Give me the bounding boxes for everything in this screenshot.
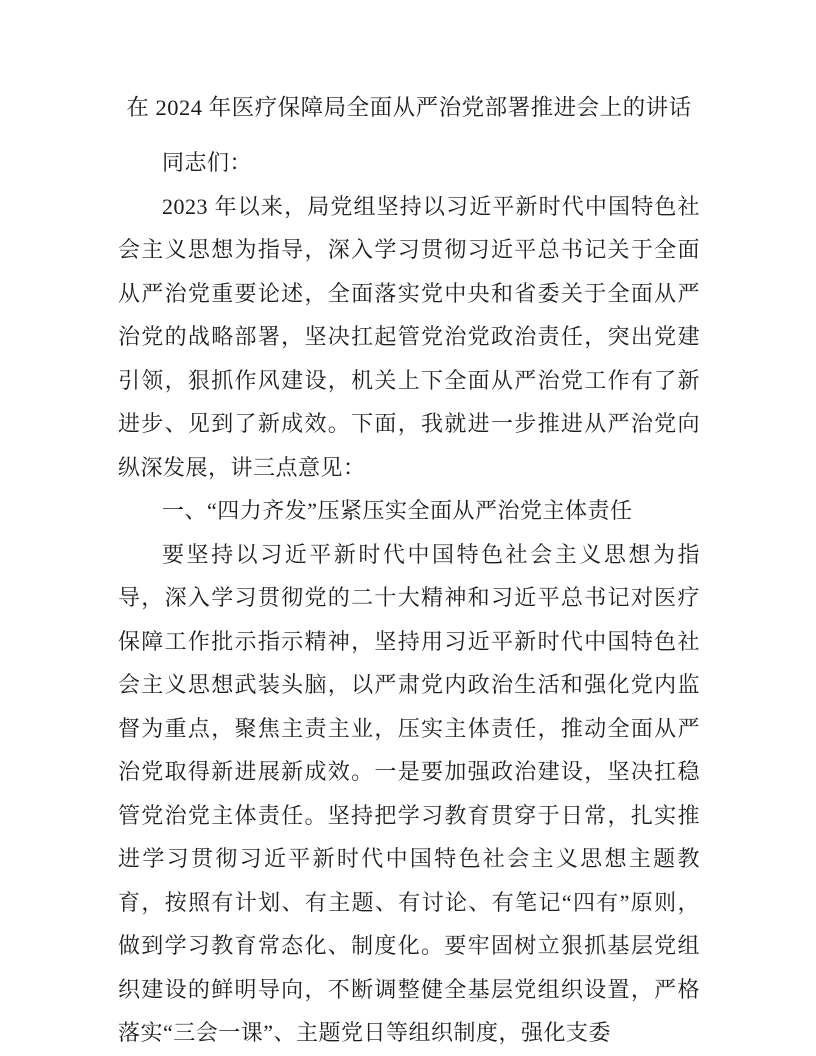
paragraph-section-1: 要坚持以习近平新时代中国特色社会主义思想为指导，深入学习贯彻党的二十大精神和习近平总书记对医疗保障工作批示指示精神，坚持用习近平新时代中国特色社会主义思想武装头脑，以严肃党内政治生活和强化党内监督为重点，聚焦主责主业，压实主体责任，推动全面从严治党取得新进展新成效。一是要加强政治建设，坚决扛稳管党治党主体责任。坚持把学习教育贯穿于日常，扎实推进学习贯彻习近平新时代中国特色社会主义思想主题教育，按照有计划、有主题、有讨论、有笔记“四有”原则，做到学习教育常态化、制度化。要牢固树立狠抓基层党组织建设的鲜明导向，不断调整健全基层党组织设置，严格落实“三会一课”、主题党日等组织制度，强化支委 bbox=[118, 541, 700, 1045]
section-heading-1: 一、“四力齐发”压紧压实全面从严治党主体责任 bbox=[162, 498, 633, 523]
paragraph-intro: 2023 年以来，局党组坚持以习近平新时代中国特色社会主义思想为指导，深入学习贯彻习近平总书记关于全面从严治党重要论述，全面落实党中央和省委关于全面从严治党的战略部署，坚决扛起管党治党政治责任，突出党建引领，狠抓作风建设，机关上下全面从严治党工作有了新进步、见到了新成效。下面，我就进一步推进从严治党向纵深发展，讲三点意见： bbox=[118, 193, 700, 480]
salutation: 同志们： bbox=[162, 150, 253, 175]
document-title: 在 2024 年医疗保障局全面从严治党部署推进会上的讲话 bbox=[126, 95, 692, 120]
